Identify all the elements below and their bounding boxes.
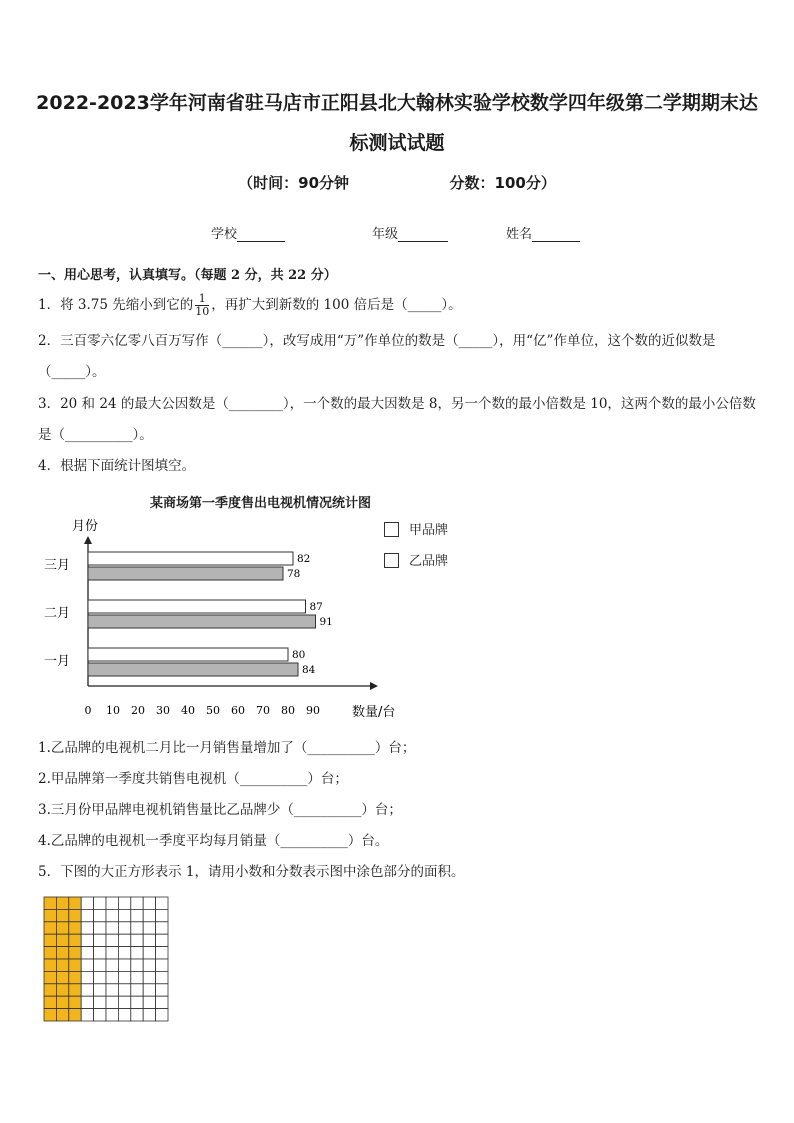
grid-cell-shaded: [44, 897, 56, 909]
question-2-line2: （_____）。: [38, 364, 106, 380]
grid-cell: [156, 897, 168, 909]
bar-yi: [88, 648, 288, 661]
grid-cell: [94, 996, 106, 1008]
grid-cell-shaded: [69, 959, 81, 971]
grid-cell: [106, 996, 118, 1008]
grid-cell-shaded: [56, 922, 68, 934]
grid-cell-shaded: [56, 897, 68, 909]
grid-cell: [131, 947, 143, 959]
category-label: 二月: [44, 606, 71, 621]
grid-cell: [143, 934, 155, 946]
grid-cell-shaded: [69, 909, 81, 921]
grid-cell: [156, 934, 168, 946]
grid-cell-shaded: [69, 971, 81, 983]
grid-cell: [81, 1009, 93, 1021]
grid-cell: [81, 947, 93, 959]
grid-cell: [131, 922, 143, 934]
grid-cell: [131, 971, 143, 983]
fraction-numerator: 1: [195, 293, 209, 306]
grid-cell: [156, 996, 168, 1008]
chart-title: 某商场第一季度售出电视机情况统计图: [150, 496, 372, 511]
grid-cell: [143, 922, 155, 934]
grid-cell: [143, 947, 155, 959]
grid-cell-shaded: [56, 984, 68, 996]
grid-cell: [131, 909, 143, 921]
x-tick-label: 90: [306, 704, 320, 717]
grid-cell: [156, 971, 168, 983]
fraction-denominator: 10: [195, 305, 210, 318]
question-5: 5．下图的大正方形表示 1，请用小数和分数表示图中涂色部分的面积。: [38, 864, 465, 880]
x-tick-label: 80: [281, 704, 295, 717]
grid-cell: [118, 984, 130, 996]
grid-cell: [106, 971, 118, 983]
question-1: [38, 293, 462, 318]
grid-cell: [94, 959, 106, 971]
grid-cell: [131, 1009, 143, 1021]
grid-cell-shaded: [56, 959, 68, 971]
grid-cell: [143, 1009, 155, 1021]
x-tick-label: 50: [206, 704, 220, 717]
data-label: 80: [292, 649, 306, 661]
grid-cell: [156, 947, 168, 959]
section-heading: 一、用心思考，认真填写。（每题 2 分，共 22 分）: [38, 268, 337, 283]
grid-cell: [143, 897, 155, 909]
legend-label-jia: 甲品牌: [409, 523, 449, 538]
question-4-sub-2: 2.甲品牌第一季度共销售电视机（__________）台；: [38, 771, 348, 787]
grid-cell: [81, 897, 93, 909]
grid-cell: [94, 897, 106, 909]
time-label: （时间：90分钟: [238, 174, 350, 192]
x-tick-label: 20: [131, 704, 145, 717]
data-label: 84: [302, 664, 316, 676]
grid-cell: [131, 996, 143, 1008]
data-label: 82: [297, 553, 311, 565]
q1-text-after: ，再扩大到新数的 100 倍后是（_____）。: [211, 297, 462, 313]
question-4: 4．根据下面统计图填空。: [38, 458, 196, 474]
x-tick-label: 0: [84, 704, 92, 717]
grid-cell-shaded: [69, 947, 81, 959]
grid-cell: [118, 947, 130, 959]
grid-cell: [94, 922, 106, 934]
x-tick-label: 10: [106, 704, 120, 717]
grid-cell: [143, 959, 155, 971]
x-axis-label: 数量/台: [352, 705, 396, 720]
x-tick-label: 60: [231, 704, 245, 717]
question-3-line2: 是（__________）。: [38, 427, 153, 443]
grid-cell: [143, 984, 155, 996]
legend-swatch-jia: [384, 522, 399, 537]
grid-cell: [143, 909, 155, 921]
x-tick-label: 40: [181, 704, 195, 717]
grid-cell-shaded: [56, 909, 68, 921]
score-label: 分数：100分）: [449, 174, 556, 192]
bar-jia: [88, 567, 283, 580]
grid-cell: [106, 934, 118, 946]
page-title-line2: 标测试试题: [349, 132, 445, 154]
grid-cell: [81, 934, 93, 946]
grid-cell: [143, 996, 155, 1008]
grid-cell: [118, 909, 130, 921]
grid-cell: [156, 984, 168, 996]
bar-chart: [30, 510, 470, 725]
bar-yi: [88, 552, 293, 565]
grid-cell-shaded: [56, 947, 68, 959]
grid-cell-shaded: [44, 947, 56, 959]
grid-cell-shaded: [69, 934, 81, 946]
grid-cell: [156, 1009, 168, 1021]
question-3-line1: 3．20 和 24 的最大公因数是（________），一个数的最大因数是 8，另一个数的最小倍数是 10，这两个数的最小公倍数: [38, 396, 756, 412]
grid-cell: [81, 909, 93, 921]
data-label: 91: [319, 616, 333, 628]
grade-blank[interactable]: [398, 228, 448, 242]
x-tick-label: 70: [256, 704, 270, 717]
name-label: 姓名: [506, 227, 533, 242]
name-field: [506, 223, 580, 242]
grid-cell: [106, 1009, 118, 1021]
grid-cell: [81, 996, 93, 1008]
grid-cell: [156, 909, 168, 921]
category-label: 三月: [44, 558, 71, 573]
school-field: [211, 223, 285, 242]
x-tick-label: 30: [156, 704, 170, 717]
grid-cell: [81, 959, 93, 971]
data-label: 78: [287, 568, 301, 580]
grid-cell-shaded: [44, 996, 56, 1008]
grid-cell: [131, 984, 143, 996]
grid-cell-shaded: [69, 897, 81, 909]
data-label: 87: [309, 601, 323, 613]
grid-cell: [94, 947, 106, 959]
grid-cell: [118, 934, 130, 946]
grid-cell: [94, 984, 106, 996]
grid-cell: [81, 922, 93, 934]
grid-cell: [131, 934, 143, 946]
grid-cell-shaded: [44, 922, 56, 934]
grid-cell: [94, 934, 106, 946]
legend-label-yi: 乙品牌: [409, 554, 449, 569]
name-blank[interactable]: [532, 228, 580, 242]
school-label: 学校: [211, 227, 238, 242]
question-4-sub-3: 3.三月份甲品牌电视机销售量比乙品牌少（__________）台；: [38, 802, 402, 818]
category-label: 一月: [44, 654, 71, 669]
grid-cell: [156, 922, 168, 934]
grid-cell: [118, 996, 130, 1008]
grid-cell-shaded: [56, 996, 68, 1008]
grid-cell-shaded: [69, 984, 81, 996]
question-4-sub-1: 1.乙品牌的电视机二月比一月销售量增加了（__________）台；: [38, 740, 416, 756]
grid-cell-shaded: [56, 934, 68, 946]
grid-cell-shaded: [44, 971, 56, 983]
bar-yi: [88, 600, 306, 613]
question-4-sub-4: 4.乙品牌的电视机一季度平均每月销量（__________）台。: [38, 833, 389, 849]
grid-cell: [118, 971, 130, 983]
grid-cell: [131, 959, 143, 971]
grid-cell: [94, 1009, 106, 1021]
grid-cell: [106, 984, 118, 996]
grid-cell: [106, 947, 118, 959]
grade-label: 年级: [372, 227, 399, 242]
grid-cell-shaded: [56, 971, 68, 983]
bar-jia: [88, 663, 298, 676]
hundred-square-grid: [43, 896, 169, 1022]
question-2-line1: 2．三百零六亿零八百万写作（______），改写成用“万”作单位的数是（_____），用“亿”作单位，这个数的近似数是: [38, 333, 716, 349]
bar-jia: [88, 615, 316, 628]
grid-cell: [106, 922, 118, 934]
grid-cell-shaded: [44, 959, 56, 971]
grid-cell: [118, 959, 130, 971]
grade-field: [372, 223, 448, 242]
grid-cell: [94, 909, 106, 921]
fraction-one-tenth: [195, 293, 209, 318]
grid-cell-shaded: [44, 909, 56, 921]
grid-cell-shaded: [44, 1009, 56, 1021]
grid-cell: [118, 922, 130, 934]
school-blank[interactable]: [237, 228, 285, 242]
q1-text-before: 1．将 3.75 先缩小到它的: [38, 297, 194, 313]
grid-cell-shaded: [69, 922, 81, 934]
grid-cell: [94, 971, 106, 983]
grid-cell-shaded: [69, 1009, 81, 1021]
grid-cell: [81, 971, 93, 983]
grid-cell: [106, 909, 118, 921]
grid-cell: [81, 984, 93, 996]
y-axis-label: 月份: [72, 519, 99, 534]
grid-cell: [143, 971, 155, 983]
grid-cell-shaded: [56, 1009, 68, 1021]
grid-cell: [106, 959, 118, 971]
grid-cell: [131, 897, 143, 909]
legend-swatch-yi: [384, 553, 399, 568]
grid-cell-shaded: [44, 984, 56, 996]
grid-cell: [118, 1009, 130, 1021]
grid-cell: [106, 897, 118, 909]
grid-cell: [156, 959, 168, 971]
page-title-line1: 2022-2023学年河南省驻马店市正阳县北大翰林实验学校数学四年级第二学期期末达: [36, 92, 758, 114]
grid-cell-shaded: [69, 996, 81, 1008]
exam-meta: [0, 172, 794, 193]
grid-cell-shaded: [44, 934, 56, 946]
grid-cell: [118, 897, 130, 909]
